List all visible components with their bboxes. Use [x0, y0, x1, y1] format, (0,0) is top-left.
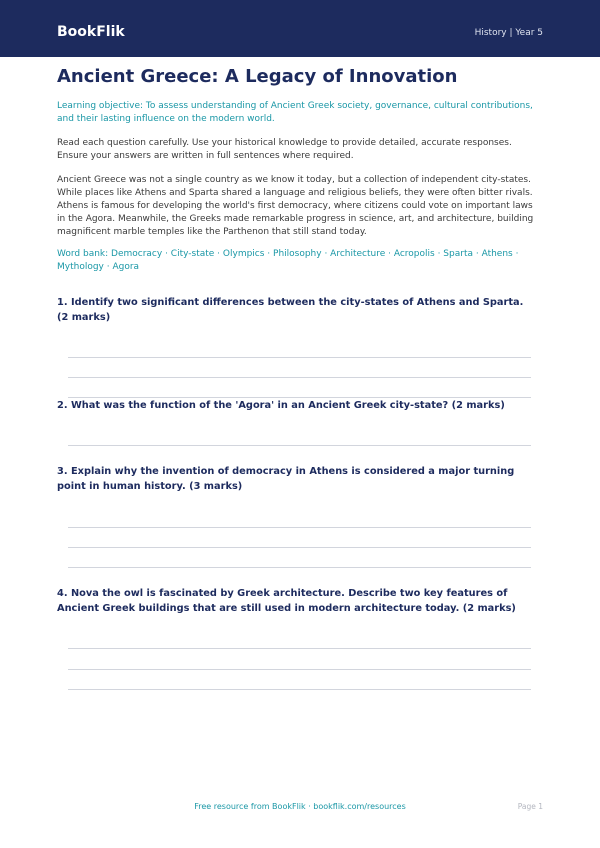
footer-source: Free resource from BookFlik · bookflik.com/resources	[194, 802, 406, 811]
worksheet-intro	[57, 65, 543, 274]
answer-line[interactable]	[68, 377, 531, 378]
word-bank: Word bank: Democracy · City-state · Olympics · Philosophy · Architecture · Acropolis · Sparta · Athens · Mythology · Agora	[57, 249, 519, 272]
reading-passage: Ancient Greece was not a single country as we know it today, but a collection of independent city-states. While places like Athens and Sparta shared a language and religious beliefs, they were often bitter rivals. Athens is famous for developing the world's first democracy, where citizens could vote on important laws in the Agora. Meanwhile, the Greeks made remarkable progress in science, art, and architecture, building magnificent marble temples like the Parthenon that still stand today.	[57, 175, 534, 237]
learning-objective: Learning objective: To assess understanding of Ancient Greek society, governance, cultural contributions, and their lasting influence on the modern world.	[57, 101, 533, 124]
question-2: 2. What was the function of the 'Agora' in an Ancient Greek city-state? (2 marks)	[57, 398, 543, 413]
answer-line[interactable]	[68, 669, 531, 670]
instructions-text: Read each question carefully. Use your historical knowledge to provide detailed, accurate responses. Ensure your answers are written in full sentences where required.	[57, 138, 512, 161]
answer-line[interactable]	[68, 357, 531, 358]
page-number: Page 1	[517, 802, 543, 811]
answer-line[interactable]	[68, 648, 531, 649]
brand-logo-text: BookFlik	[57, 24, 125, 40]
question-4: 4. Nova the owl is fascinated by Greek architecture. Describe two key features of Ancient Greek buildings that are still used in modern architecture today. (2 marks)	[57, 586, 543, 616]
answer-line[interactable]	[68, 527, 531, 528]
answer-line[interactable]	[68, 567, 531, 568]
question-3: 3. Explain why the invention of democracy in Athens is considered a major turning point in human history. (3 marks)	[57, 466, 515, 492]
subject-label: History | Year 5	[474, 28, 543, 38]
header-bar	[0, 0, 600, 57]
question-1: 1. Identify two significant differences between the city-states of Athens and Sparta. (2 marks)	[57, 297, 524, 323]
answer-line[interactable]	[68, 445, 531, 446]
answer-line[interactable]	[68, 547, 531, 548]
page-title: Ancient Greece: A Legacy of Innovation	[57, 66, 458, 87]
answer-line[interactable]	[68, 689, 531, 690]
